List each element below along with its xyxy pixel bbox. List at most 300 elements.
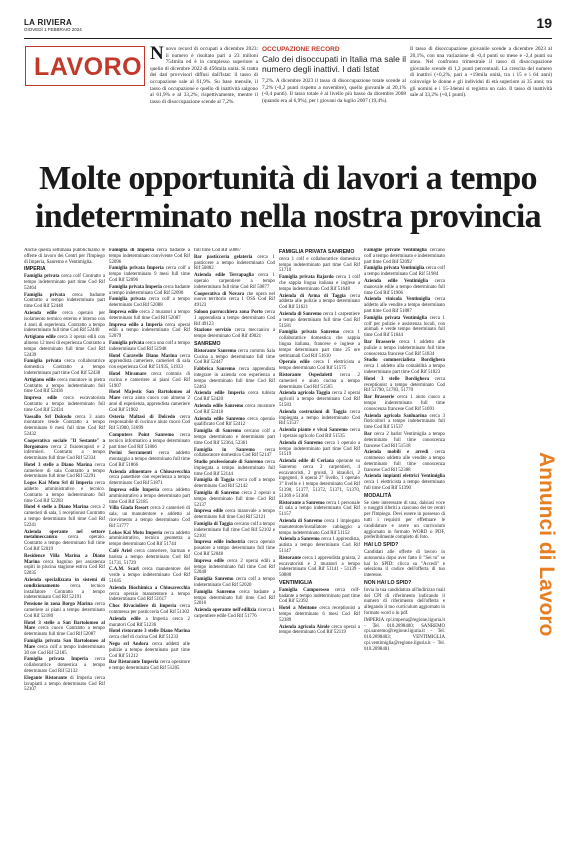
- listing-text: operante su Sanremo cerca 3 carpentieri, 4 escavatoristi, 2 gruisti, 3 idraulici, 2 ingegneri, 6 operai 2° livello, 1 operaio 3° livello e 1 tempo determinato Cod Rif 51390, 51377, 51372, 51371, 51370, 51369 e 51368: [279, 459, 360, 499]
- job-listing: [194, 429, 275, 446]
- listing-text: cerca colf a tempo determinato Cod Rif 52088: [109, 297, 190, 309]
- job-listing: [194, 273, 275, 290]
- listing-text: cerca manovale a tempo determinato full time Cod Rif 52121: [194, 509, 275, 521]
- listing-employer: Azienda piante e vivai Sanremo: [279, 428, 348, 434]
- listing-text: cerca receptionist a tempo determinato Cod Rif 51790, 51783, 51770: [364, 376, 445, 394]
- listing-subheading: IMPERIA: [24, 266, 46, 273]
- listing-employer: Osteria Maltasi di Dolcedo: [109, 414, 176, 420]
- side-label-text: Annunci di Lavoro: [535, 452, 558, 637]
- listing-employer: Famiglia Sanremo: [194, 589, 236, 595]
- listing-employer: Azienda edile Terrapaglia: [194, 273, 254, 279]
- listing-text: cerca receptionist a tempo determinato 6 mesi Cod Rif 52389: [279, 606, 360, 623]
- listing-text: cerca responsabile di cucina e aiuto cuoco Cod Rif 51900, 51899: [109, 414, 190, 432]
- listing-text: cerca aiuto cuoco con almeno 2 anni di esperienza, apprendista cameriere Cod Rif 51902: [109, 396, 190, 413]
- listing-employer: Azienda edile Sanremo: [194, 416, 245, 422]
- listing-employer: C.A.M. Scarl: [109, 567, 139, 573]
- job-listing: [279, 330, 360, 359]
- article-text-3: Il tasso di disoccupazione giovanile scende a dicembre 2023 al 20,1%, con una variazione di -0,4 punti su mese e -2,4 punti su anno. Nel confronto trimestrale il tasso di disoccupazione giovanile scende di 1,2 punti percentuali. La crescita del numero di inattivi (+0,2%, pari a +19mila unità, tra i 15 e i 64 anni) coinvolge le donne e gli individui di età superiore ai 35 anni; tra gli uomini e i 15-34enni si registra un calo. Il tasso di inattività sale al 33,2% (+0,1 punti).: [410, 46, 552, 99]
- listing-employer: Impresa edile a Imperia: [109, 322, 163, 328]
- job-listing: [194, 540, 275, 557]
- job-listing: [364, 316, 445, 339]
- listing-employer: Ristorante Ospedaletti: [279, 372, 333, 378]
- job-listing: [364, 618, 445, 653]
- job-listing: [194, 310, 275, 327]
- job-listing: [24, 505, 105, 528]
- listing-employer: Azienda di Sanremo: [279, 519, 323, 525]
- listing-text: cerca operaio posatore a tempo determinato full time Cod Rif 52048: [194, 540, 275, 558]
- job-listing: [364, 395, 445, 412]
- listing-employer: Famiglia privata Imperia: [109, 266, 164, 272]
- listing-text: cerca colf a tempo indeterminato Cod Rif 52020: [194, 577, 275, 589]
- job-listing: [24, 439, 105, 462]
- listing-text: cerca 2 camerieri di sala, 1 receptionist Contratto a tempo determinato full time Cod Rif 52241: [24, 505, 105, 528]
- job-listing: [364, 340, 445, 357]
- listing-text: cerca 2 camerieri e aiuto cucina a tempo determinato Cod Rif 51565: [279, 372, 360, 390]
- listing-text: cerca 1 elettricista a tempo determinato full time Cod Rif 51390: [364, 480, 445, 492]
- listing-employer: Cooperativa di Novara: [194, 291, 245, 297]
- listing-text: cerca 1 aiuto cuoco a tempo indeterminato full time conoscenza francese Cod Rif 51691: [364, 395, 445, 412]
- job-listing: [194, 367, 275, 390]
- listing-text: cerca cameriere ai piani a tempo determinato Cod Rif 52180: [24, 602, 105, 619]
- job-listing: [194, 349, 275, 366]
- listing-employer: Famiglia privata: [24, 359, 62, 365]
- issue-date: GIOVEDÌ 1 FEBBRAIO 2024: [24, 27, 82, 32]
- listing-employer: Famiglia privata Sanremo: [279, 330, 340, 336]
- job-listing: [279, 391, 360, 408]
- listing-employer: Famiglia di Imperia: [109, 248, 154, 253]
- listing-employer: Azienda mobili e arredi: [364, 450, 429, 456]
- listing-text: cerca una colf a tempo indeterminato Cod Rif 51948: [109, 340, 190, 352]
- listing-employer: Azienda edile Ventimiglia: [364, 278, 429, 284]
- listing-text: cerca escavatorista Contratto a tempo indeterminato full time Cod Rif 52434: [24, 396, 105, 413]
- job-listing: [24, 554, 105, 577]
- listing-text: cerca badante a tempo indeterminato convivente Cod Rif 52096: [109, 248, 190, 265]
- listing-text: cercano colf a tempo determinato e determinato part time Cod Rif 52364, 52361: [194, 429, 275, 446]
- listing-employer: Azienda di Sanremo: [279, 311, 322, 317]
- job-listing: [109, 297, 190, 309]
- listing-employer: Azienda specializzata in sistemi di condizionamento: [24, 578, 105, 589]
- job-listing: [24, 359, 105, 376]
- listing-text: cerca apprendista cameriere, camerieri di sala con esperienza Cod Rif 51935, 51933: [109, 353, 190, 371]
- listing-text: cerca cameriere, barman e barista a tempo determinato Cod Rif 51731, 51729: [109, 549, 190, 566]
- listing-subheading: VENTIMIGLIA: [279, 580, 313, 587]
- job-listing: [109, 266, 190, 283]
- listing-text: cerca operaio. Contratto a tempo determinato full time Cod Rif 52019: [24, 535, 105, 553]
- listing-employer: Azienda edile di Ceriana: [279, 459, 335, 465]
- listing-text: cerca operaio manutentore a tempo indeterminato Cod Rif 51617: [109, 591, 190, 603]
- listing-text: cerca impiegata a tempo indeterminato full time Cod Rif 52144: [194, 460, 275, 477]
- job-listing: [109, 248, 190, 265]
- listing-text: cerca collaboratrice domestica a tempo determinato Cod Rif 52132: [24, 657, 105, 674]
- listing-employer: Azienda agricola Sanluarina: [364, 413, 427, 419]
- listing-employer: Hotel 3 stelle Bordighera: [364, 376, 430, 382]
- job-listing: [109, 567, 190, 584]
- masthead: [24, 15, 552, 44]
- job-listing: [109, 415, 190, 432]
- listing-employer: Bar pasticceria gelateria: [194, 254, 253, 260]
- listing-employer: Impresa edile Imperia: [109, 488, 160, 494]
- job-listing: [109, 310, 190, 322]
- listing-text: cerca 1 apprendista a tempo determinato Cod Rif 49123: [194, 309, 275, 327]
- listing-text: IMPERIA cpi.imperia@regione.liguria.it - Tel. 010.2898400; SANREMO cpi.sanremo@regione.liguria.it - Tel. 010.2898403; VENTIMIGLIA cpi.ventimiglia@regione.liguria.it - Tel. 010.2898401: [364, 617, 445, 652]
- job-listing: [279, 537, 360, 554]
- unemployment-article: [150, 43, 552, 136]
- listing-employer: Hotel ristorante 3 stelle Diano Marina: [109, 629, 190, 635]
- listing-text: cerca 2 fisioterapisti e 2 infermieri. Contratto a tempo determinato full time Cod Rif 52334: [24, 444, 105, 462]
- job-listing: [24, 463, 105, 480]
- listing-employer: Famiglia privata Imperia: [24, 657, 88, 663]
- job-listing: [24, 578, 105, 601]
- listing-employer: Saloon parrucchiera zona Porto: [194, 309, 263, 315]
- job-listing: [24, 481, 105, 504]
- listing-text: cerca badante a tempo indeterminato Cod Rif 52090: [109, 284, 190, 296]
- listing-text: cerca impiegata a tempo indeterminato Cod Rif 51537: [279, 409, 360, 427]
- listing-text: cerca muratore in pietra Contratto a tempo indeterminato full time Cod Rif 52436: [24, 377, 105, 395]
- job-listing: [279, 606, 360, 623]
- listing-text: cerca meccanico a tempo determinato Cod Rif 49021: [194, 328, 275, 340]
- listing-employer: Azienda vinicola Ventimiglia: [364, 297, 431, 303]
- listing-employer: Stazione servizio: [194, 328, 232, 334]
- job-listing: [24, 248, 105, 265]
- job-listing: [24, 293, 105, 310]
- job-listing: [109, 629, 190, 641]
- listing-text: cerca 1 addetto alle pulizie a tempo indeterminato full time conoscenza francese Cod Rif 51834: [364, 339, 445, 357]
- listing-employer: Azienda agricola Taggia: [279, 391, 331, 397]
- listing-employer: Café Ariel: [109, 549, 132, 555]
- job-listing: [109, 617, 190, 629]
- page-number: 19: [536, 15, 552, 31]
- listing-text: cerca 1 collaboratrice domestica che sappia lingua italiana, francese e inglese a tempo determinato part time 25 ore settimanali Cod Rif 51610: [279, 330, 360, 359]
- job-listing: [364, 432, 445, 449]
- job-listing: [194, 460, 275, 477]
- listing-employer: Famiglia di Sanremo: [194, 491, 240, 497]
- job-listing: [24, 396, 105, 413]
- listing-column-5: [364, 248, 445, 838]
- listing-text: cerca colf-badante a tempo indeterminato part time Cod Rif 52392: [279, 587, 360, 605]
- listing-text: cerca badante Contratto a tempo indeterminato part time Cod Rif 52448: [24, 292, 105, 310]
- job-listing: [194, 417, 275, 429]
- listing-column-1: [24, 248, 105, 838]
- listing-text: cerca colf a tempo determinato Cod Rif 52142: [194, 478, 275, 490]
- listing-employer: Perini Serramenti: [109, 451, 153, 457]
- listing-employer: Bar Ristorante Imperia: [109, 660, 159, 666]
- listing-text: cerca operaio per isolamento termico esterno e interno con 4 anni di esperienza. Contratto a tempo indeterminato full time Cod Rif 52440: [24, 310, 105, 334]
- listing-text: cerca 3 floricoltori a tempo indeterminato full time Cod Rif 51537: [364, 413, 445, 431]
- listing-text: cerca 1 elettricista a tempo determinato Cod Rif 51575: [279, 360, 360, 372]
- listing-employer: Bar Brasserie: [364, 339, 396, 345]
- job-listing: [109, 660, 190, 672]
- listing-text: cerca 1 personale di sala a tempo indeterminato Cod Rif 51157: [279, 500, 360, 518]
- job-listing: [109, 451, 190, 468]
- listing-employer: Azienda edile: [109, 616, 141, 622]
- listing-employer: Famiglia di Taggia: [194, 522, 233, 528]
- listing-text: full time Cod Rif 50887: [194, 248, 242, 253]
- article-column-2: [262, 46, 406, 104]
- listing-text: cerca 2 camerieri di sala, un manutentore e addetto al ricevimento a tempo determinato Cod Rif 51777: [109, 506, 190, 529]
- listing-employer: Famiglie private Ventimiglia: [364, 248, 427, 253]
- listing-employer: Artigiano edile: [24, 377, 56, 383]
- job-listing: [279, 428, 360, 440]
- job-listing: [24, 335, 105, 358]
- listing-text: cerca muratore Cod Rif 52418: [194, 403, 275, 415]
- listing-employer: Artigiano edile: [24, 335, 56, 341]
- listing-employer: Studio professionale di Sanremo: [194, 460, 263, 466]
- listing-text: cerca 1 colf che sappia lingua italiana e inglese a tempo indeterminato Cod Rif 51648: [279, 275, 360, 292]
- listing-column-4: [279, 248, 360, 838]
- job-listing: [279, 275, 360, 292]
- listing-employer: Hotel a Mentone: [279, 606, 317, 612]
- newspaper-brand: LA RIVIERA: [24, 18, 73, 27]
- job-listing: [109, 531, 190, 548]
- listing-employer: Bar Brasserie: [364, 395, 395, 401]
- job-listing: [194, 509, 275, 521]
- listing-employer: Famiglia privata Ventimiglia: [364, 266, 425, 272]
- listing-text: cerca 1 operaio a tempo indeterminato part time Cod Rif 51519: [279, 440, 360, 458]
- listing-employer: Bar: [364, 431, 372, 437]
- job-listing: [364, 377, 445, 394]
- listing-employer: Famiglia privata: [24, 292, 65, 298]
- listing-employer: Hotel 3 stelle a Diano Marina: [24, 462, 93, 468]
- job-listing: [279, 410, 360, 427]
- job-listing: [194, 590, 275, 607]
- listing-employer: Pensione in zona Borgo Marina: [24, 602, 93, 608]
- listing-employer: Azienda Biochimica a Chiusavecchia: [109, 585, 190, 591]
- job-listing: [109, 642, 190, 659]
- listing-employer: Famiglia privata Bajardo: [279, 275, 334, 281]
- listing-text: cerca colf a tempo indeterminato 9 mesi full time Cod Rif 52096: [109, 266, 190, 283]
- job-listing: [364, 297, 445, 314]
- listing-text: Se siete interessate di una, dalsiasi voce o ruoggiti riferiti a ciascuno dei tre centri per l'Impiego. Devi essere in possesso di tutti i requisiti per effettuare le candidature e avere un curriculum aggiornato in formato WORD o PDF, preferibilmente completo di foto.: [364, 500, 445, 541]
- listing-text: cerca 3 aiuto montatore tende Contratto a tempo determinato 6 mesi full time Cod Rif 52432: [24, 414, 105, 437]
- listing-text: cerca colf a tempo indeterminato 30 ore Cod Rif 52185: [24, 644, 105, 656]
- side-label: [536, 452, 558, 672]
- listing-employer: Residence Villa Marina a Diano Marina: [24, 553, 105, 565]
- job-listing: [194, 478, 275, 490]
- listing-text: cerca panettiere con esperienza a tempo determinato Cod Rif 51871: [109, 475, 190, 487]
- article-text-2: 7,2%. A dicembre 2023 il tasso di disoccupazione totale scende al 7,2% (-0,2 punti rispetto a novembre), quello giovanile al 20,1% (-0,4 punti). Il tasso totale è al livello più basso da dicembre 2008 (quando era al 6,9%), per i giovani da luglio 2007 (19,4%).: [262, 78, 406, 104]
- job-listing: [279, 294, 360, 311]
- listing-employer: Azienda operante nell'edilizia: [194, 608, 257, 614]
- article-column-1: [150, 43, 258, 105]
- job-listing: [194, 522, 275, 539]
- section-box: [25, 46, 145, 86]
- listing-text: cerca 1 impiegato manutentore/installatore cablaggio a tempo indeterminato Cod Rif 51152: [279, 519, 360, 536]
- listing-text: cerca 1 addetto alla contabilità a tempo indeterminato part time Cod Rif 51823: [364, 364, 445, 375]
- listing-text: cerca cameriere di sala Contratto a tempo determinato full time Cod Rif 52291: [24, 462, 105, 480]
- listing-employer: Ristorante Sanremo: [194, 348, 237, 354]
- article-title: Calo dei disoccupati in Italia ma sale il numero degli inattivi. I dati Istat: [262, 54, 406, 74]
- job-listing: [24, 378, 105, 395]
- listing-employer: Azienda costruzioni di Taggia: [279, 409, 347, 415]
- listing-employer: Famiglia privata Imperia: [109, 284, 162, 290]
- listing-text: cerca addetta alle pulizie a tempo determinato Cod Rif 51621: [279, 293, 360, 311]
- job-listing: [279, 459, 360, 500]
- job-listing: [194, 448, 275, 460]
- listing-text: cerca tecnico installatore Contratto a tempo indeterminato Cod Rif 52191: [24, 583, 105, 601]
- listing-employer: Elegante Ristorante: [24, 675, 68, 681]
- job-listing: [364, 358, 445, 375]
- listing-employer: Hotel Majestic San Bartolomeo al Mare: [109, 390, 190, 402]
- job-listing: [194, 255, 275, 272]
- job-listing: [109, 341, 190, 353]
- listing-employer: Logos Kai Motu Srl di Imperia: [24, 481, 93, 487]
- job-listing: [279, 519, 360, 536]
- listing-text: cerca 1 carpentiere a tempo determinato full time Cod Rif 51581: [279, 311, 360, 329]
- job-listing: [109, 604, 190, 616]
- article-dropcap: N: [150, 43, 164, 64]
- job-listing: [24, 657, 105, 674]
- job-listing: [24, 602, 105, 619]
- listing-text: cerca commessa per pasticceria Cod Rif 51302: [109, 604, 190, 616]
- job-listing: [109, 470, 190, 487]
- listing-employer: Azienda alimentare a Chiusavecchia: [109, 469, 190, 475]
- job-listing: [24, 639, 105, 656]
- listing-text: cerca operatore e tempo determinato Cod Rif 51205: [109, 660, 190, 672]
- listing-employer: Impresa edile: [194, 509, 224, 515]
- listing-employer: Famiglia di Sanremo: [194, 429, 242, 435]
- job-listing: [364, 279, 445, 296]
- job-listing: [279, 257, 360, 274]
- listing-text: cerca chef di cucina Cod Rif 51233: [109, 635, 179, 641]
- listing-subheading: FAMIGLIA PRIVATA SANREMO: [279, 249, 355, 255]
- job-listing: [24, 415, 105, 438]
- job-listing: [24, 274, 105, 291]
- listing-text: Anche questa settimana pubblichiamo le offerte di lavoro dei Centri per l'Impiego di Imperia, Sanremo e Ventimiglia.: [24, 248, 105, 265]
- listing-employer: Azienda impianti elettrici Ventimiglia: [364, 474, 445, 480]
- listing-employer: Ristorante: [279, 555, 302, 561]
- listing-employer: Azienda di Sanremo: [279, 440, 323, 446]
- job-listing: [194, 577, 275, 589]
- listing-text: cerca 2 operai a tempo determinato full time Cod Rif 52137: [194, 491, 275, 508]
- job-listing: [279, 625, 360, 637]
- listing-text: cerca operaio qualificato Cod Rif 52412: [194, 416, 275, 428]
- listing-text: cerca colf a tempo indeterminato Cod Rif 51984: [364, 266, 445, 278]
- job-listing: [109, 586, 190, 603]
- listing-text: cerca 2 operai edili a tempo indeterminato full time Cod Rif 52040: [194, 558, 275, 576]
- listing-employer: Famiglia privata Ventimiglia: [364, 315, 427, 321]
- listing-text: cerca commesso addetto alle vendite a tempo determinato full time conoscenza francese Cod Rif 52388: [364, 450, 445, 473]
- listing-text: cerca 1 colf per pulizie e assistenza locali, con animali e verde tempo determinato full time Cod Rif 51844: [364, 315, 445, 339]
- listing-employer: Famiglia di Taggia: [194, 478, 235, 484]
- job-listing: [194, 404, 275, 416]
- job-listings: [24, 248, 534, 838]
- listing-text: cerca 2 operai agricoli a tempo determinato Cod Rif 51583: [279, 391, 360, 408]
- listing-text: cercano colf a tempo determinato e indeterminato part time Cod Rif 52092: [364, 248, 445, 265]
- listing-employer: Impresa edile: [24, 396, 58, 402]
- listing-text: cerca manovale edile a tempo determinato full time Cod Rif 51906: [364, 278, 445, 296]
- listing-text: che opera nel nuovo territorio cerca 1 OSS Cod Rif 49123: [194, 291, 275, 309]
- listing-text: cerca operai edili a tempo indeterminato Cod Rif 52079: [109, 322, 190, 340]
- listing-employer: Hotel 4 stelle a Diano Marina: [24, 505, 89, 511]
- listing-text: cerca colf Contratto a tempo indeterminato part time Cod Rif 52464: [24, 274, 105, 291]
- listing-subheading: HAI LO SPID?: [364, 542, 399, 549]
- job-listing: [109, 285, 190, 297]
- article-kicker: OCCUPAZIONE RECORD: [262, 46, 340, 53]
- job-listing: [364, 501, 445, 542]
- listing-employer: Hotel 3 stelle a San Bartolomeo al Mare: [24, 620, 105, 632]
- listing-text: cerca 1 apprendista, autista a tempo determinato Cod Rif 51147: [279, 537, 360, 555]
- job-listing: [194, 391, 275, 403]
- job-listing: [24, 676, 105, 693]
- job-listing: [109, 323, 190, 340]
- job-listing: [279, 501, 360, 518]
- listing-employer: Ristorante a Sanremo: [279, 500, 325, 506]
- listing-employer: Villa Giada Resort: [109, 506, 149, 512]
- listing-text: cerca addetti alle pulizie a tempo determinato part time Cod Rif 51212: [109, 642, 190, 659]
- listing-text: cerca 1 pasticcere a tempo indeterminato Cod Rif 50882: [194, 254, 275, 272]
- job-listing: [279, 556, 360, 579]
- job-listing: [194, 559, 275, 576]
- listing-employer: Famiglia privata: [109, 297, 146, 303]
- job-listing: [109, 433, 190, 450]
- listing-employer: Azienda operante nel settore metalmeccanico: [24, 529, 105, 541]
- listing-text: cerca addetto amministrativo, tecnico geometra a tempo determinato Cod Rif 51744: [109, 530, 190, 548]
- listing-subheading: NON HAI LO SPID?: [364, 580, 412, 587]
- listing-employer: Impresa edile: [194, 558, 225, 564]
- listing-text: cerca addetto alle vendite a tempo determinato part time Cod Rif 51887: [364, 297, 445, 314]
- listing-employer: Azienda edile: [24, 310, 57, 316]
- listing-text: cerca addetto amministrativo a tempo determinato part time Cod Rif 52185: [109, 488, 190, 505]
- listing-text: cerca bagnino per assistenza ospiti in piscina stagione estiva Cod Rif 52035: [24, 559, 105, 577]
- listing-employer: Azienda a Sanremo: [279, 537, 320, 543]
- listing-subheading: SANREMO: [194, 340, 221, 347]
- listing-column-2: [109, 248, 190, 838]
- listing-text: cerca apprendista integrare in azienda con esperienza a tempo determinato full time Cod Rif 52463: [194, 367, 275, 390]
- listing-text: cerca cuoco Contratto a tempo determinato full time Cod Rif 52087: [24, 626, 105, 638]
- listing-employer: Vassallo Srl Dolcedo: [24, 414, 72, 420]
- listing-employer: Studio commercialista Bordighera: [364, 358, 445, 364]
- listing-employer: Negu srl Andora: [109, 642, 149, 647]
- listing-text: cerca addetto montaggio a tempo determinato full time Cod Rif 51866: [109, 451, 190, 468]
- listing-text: cerca 2 muratori a tempo determinato full time Cod Rif 52087: [109, 309, 190, 321]
- job-listing: [364, 450, 445, 473]
- job-listing: [364, 550, 445, 579]
- listing-text: cerca 1 colf e collaboratrice domestica tempo indeterminato part time Cod Rif 51710: [279, 256, 360, 274]
- listing-text: cerca 2 barist Ventimiglia a tempo determinato full time conoscenza francese Cod Rif 51518: [364, 431, 445, 449]
- listing-text: a Imperia cerca 2 muratori Cod Rif 51236: [109, 616, 190, 628]
- listing-employer: Famiglia Camporosso: [279, 587, 330, 593]
- section-label: LAVORO: [34, 53, 143, 81]
- job-listing: [364, 266, 445, 278]
- page-headline: Molte opportunità di lavori a tempo indeterminato nella nostra provincia: [35, 160, 541, 235]
- masthead-rule: [24, 38, 552, 39]
- listing-text: cerca manutentore del verde a tempo indeterminato Cod Rif 51645: [109, 567, 190, 585]
- listing-employer: Hotel Miramare: [109, 371, 147, 377]
- listing-text: cerca operai a tempo determinato Cod Rif 52119: [279, 624, 360, 636]
- listing-employer: Famiglia Sanremo: [194, 577, 234, 583]
- job-listing: [24, 621, 105, 638]
- listing-text: di Imperia cerca lavapiatti a tempo determinato Cod Rif 52107: [24, 675, 105, 693]
- job-listing: [24, 311, 105, 334]
- listing-employer: Operaio edile: [279, 360, 310, 366]
- job-listing: [364, 248, 445, 265]
- listing-text: cerca collaboratore domestico Cod Rif 52147: [194, 447, 275, 459]
- job-listing: [109, 372, 190, 389]
- job-listing: [364, 588, 445, 617]
- job-listing: [109, 506, 190, 529]
- listing-employer: Famiglia privata: [109, 340, 145, 346]
- listing-employer: Lokos Kai Motu Imperia: [109, 530, 163, 536]
- listing-employer: Cooperativa sociale "Il Sestante" a Borgomaro: [24, 438, 105, 450]
- job-listing: [109, 390, 190, 413]
- listing-text: Invia la tua candidatura all'indirizzo mail del CPI di riferimento indicando il numero di riferimento dell'offerta e allegando il tuo curriculum aggiornato in formato word o in pdf.: [364, 587, 445, 617]
- job-listing: [194, 328, 275, 340]
- listing-employer: Famiglia privata San Bartolomeo al Mare: [24, 639, 105, 650]
- listing-text: cerca collaboratrice domestica Contratto a tempo indeterminato part time Cod Rif 52438: [24, 359, 105, 376]
- job-listing: [109, 549, 190, 566]
- job-listing: [194, 608, 275, 620]
- job-listing: [194, 292, 275, 309]
